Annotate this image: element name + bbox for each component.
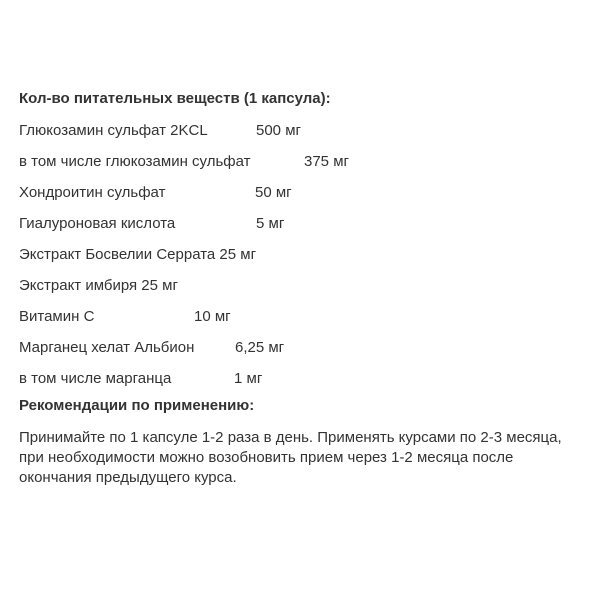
nutrient-amount: 1 мг: [234, 370, 263, 387]
nutrient-row: [19, 276, 589, 296]
nutrient-row: [19, 121, 589, 141]
nutrient-name: Экстракт имбиря 25 мг: [19, 277, 178, 294]
nutrient-amount: 50 мг: [255, 184, 292, 201]
nutrients-heading: Кол-во питательных веществ (1 капсула):: [19, 90, 331, 107]
nutrient-row: [19, 307, 589, 327]
nutrient-row: [19, 338, 589, 358]
nutrient-name: Хондроитин сульфат: [19, 184, 166, 201]
nutrient-name: Витамин С: [19, 308, 95, 325]
nutrient-row: [19, 369, 589, 389]
nutrient-row: [19, 245, 589, 265]
usage-heading: Рекомендации по применению:: [19, 397, 255, 414]
nutrient-row: [19, 152, 589, 172]
nutrient-amount: 500 мг: [256, 122, 301, 139]
nutrient-amount: 5 мг: [256, 215, 285, 232]
nutrient-row: [19, 214, 589, 234]
nutrient-name: Экстракт Босвелии Серрата 25 мг: [19, 246, 257, 263]
product-description: [19, 89, 589, 488]
nutrient-name: в том числе марганца: [19, 370, 172, 387]
usage-text: Принимайте по 1 капсуле 1-2 раза в день. Применять курсами по 2-3 месяца, при необходимости можно возобновить прием через 1-2 месяца после окончания предыдущего курса.: [19, 429, 562, 486]
nutrient-amount: 6,25 мг: [235, 339, 285, 356]
nutrient-name: Глюкозамин сульфат 2KCL: [19, 122, 208, 139]
nutrient-name: Гиалуроновая кислота: [19, 215, 176, 232]
nutrient-name: в том числе глюкозамин сульфат: [19, 153, 251, 170]
nutrient-amount: 10 мг: [194, 308, 231, 325]
nutrient-amount: 375 мг: [304, 153, 349, 170]
nutrient-row: [19, 183, 589, 203]
nutrient-name: Марганец хелат Альбион: [19, 339, 195, 356]
